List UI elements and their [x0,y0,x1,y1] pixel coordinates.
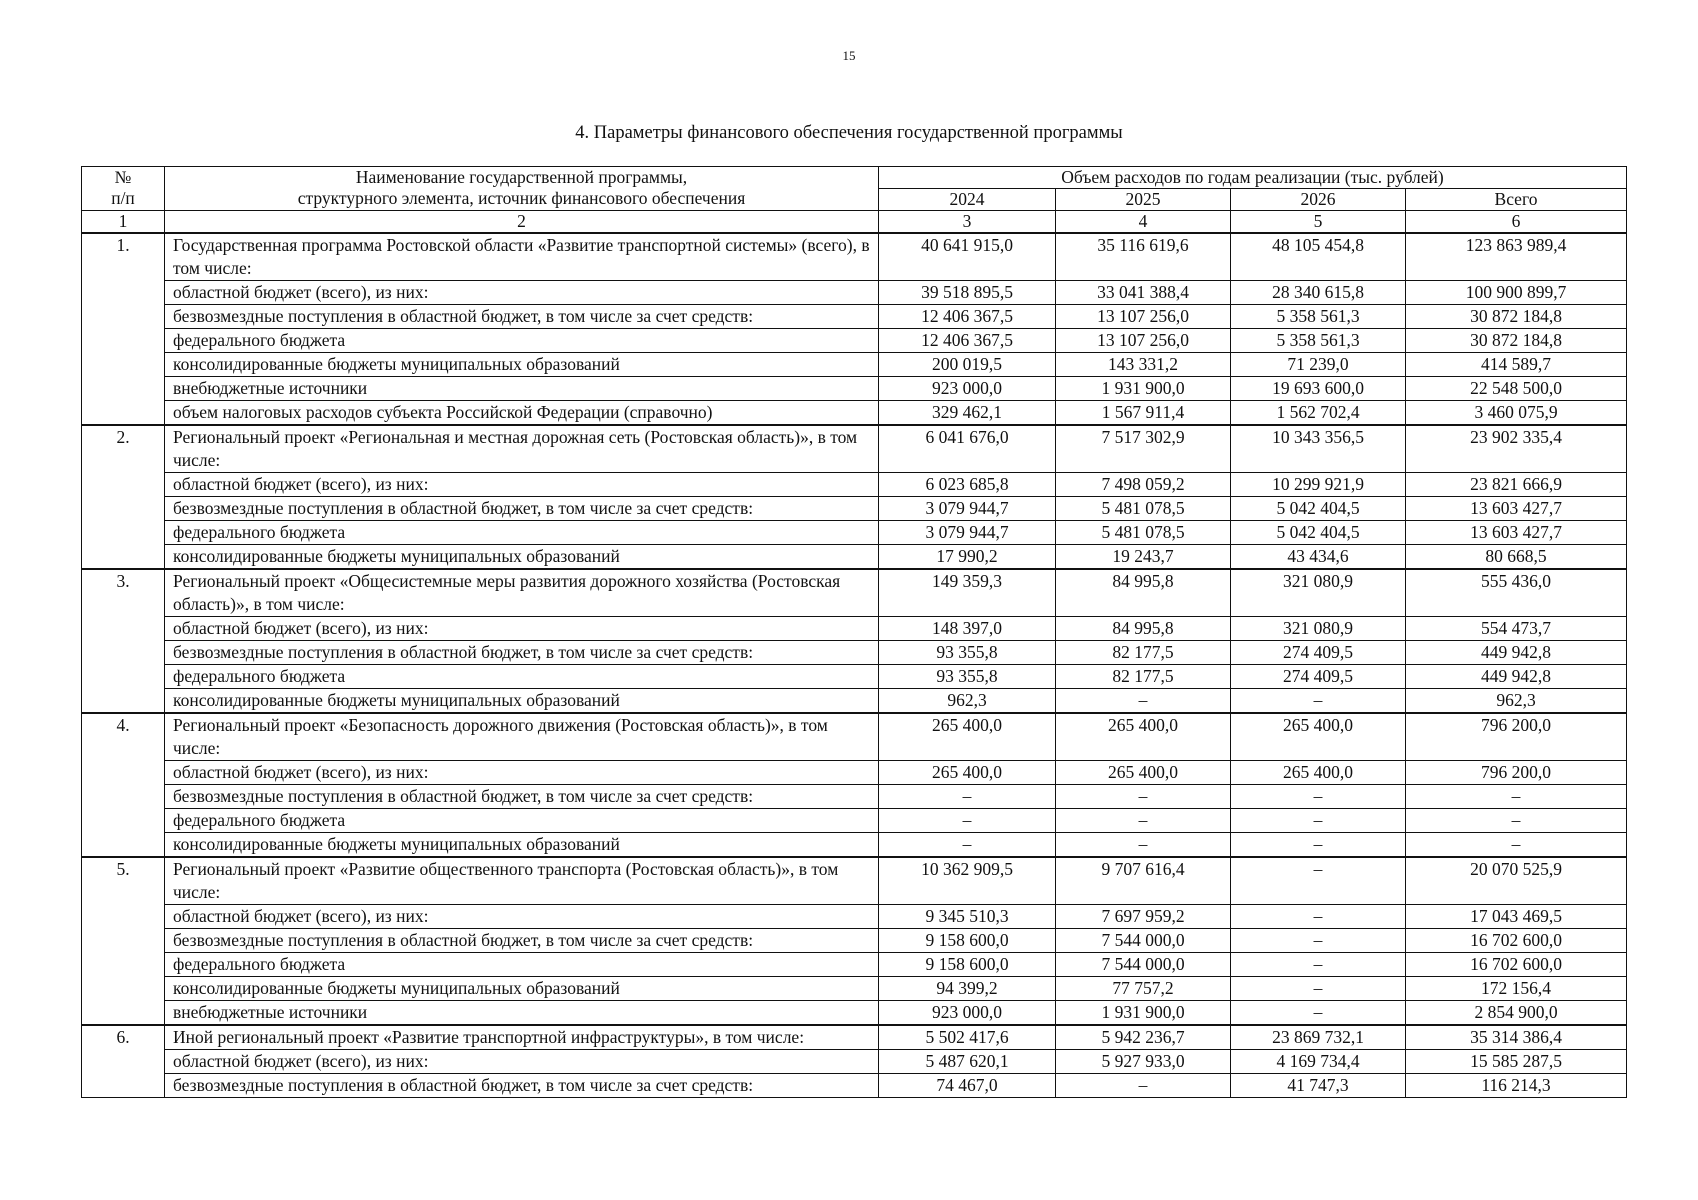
value-cell: 265 400,0 [1231,713,1406,761]
source-label: безвозмездные поступления в областной бюджет, в том числе за счет средств: [165,929,879,953]
table-row [82,809,1627,833]
row-index-empty [82,1050,165,1074]
table-row [82,857,1627,905]
header-year-2024: 2024 [879,189,1056,211]
row-index-empty [82,785,165,809]
group-title: Региональный проект «Безопасность дорожного движения (Ростовская область)», в том числе: [165,713,879,761]
table-row [82,1001,1627,1026]
table-row [82,401,1627,426]
table-row [82,905,1627,929]
table-row [82,977,1627,1001]
row-index-empty [82,305,165,329]
row-index: 2. [82,425,165,473]
value-cell: 77 757,2 [1056,977,1231,1001]
value-cell: – [1231,689,1406,714]
value-cell: 82 177,5 [1056,641,1231,665]
table-row [82,833,1627,858]
value-cell: 172 156,4 [1406,977,1627,1001]
table-row [82,953,1627,977]
header-year-2026: 2026 [1231,189,1406,211]
table-row [82,233,1627,281]
value-cell: 15 585 287,5 [1406,1050,1627,1074]
value-cell: – [1056,809,1231,833]
column-number: 5 [1231,211,1406,234]
value-cell: 39 518 895,5 [879,281,1056,305]
table-row [82,569,1627,617]
value-cell: 5 042 404,5 [1231,497,1406,521]
value-cell: 6 023 685,8 [879,473,1056,497]
value-cell: 2 854 900,0 [1406,1001,1627,1026]
value-cell: 5 502 417,6 [879,1025,1056,1050]
value-cell: 84 995,8 [1056,617,1231,641]
group-title: Иной региональный проект «Развитие транспортной инфраструктуры», в том числе: [165,1025,879,1050]
row-index-empty [82,1001,165,1026]
value-cell: 274 409,5 [1231,641,1406,665]
column-number: 3 [879,211,1056,234]
value-cell: – [879,785,1056,809]
header-name-line2: структурного элемента, источник финансового обеспечения [297,188,746,208]
value-cell: – [1231,953,1406,977]
value-cell: 1 567 911,4 [1056,401,1231,426]
value-cell: 12 406 367,5 [879,305,1056,329]
value-cell: 7 498 059,2 [1056,473,1231,497]
source-label: федерального бюджета [165,329,879,353]
value-cell: 3 460 075,9 [1406,401,1627,426]
header-year-2025: 2025 [1056,189,1231,211]
value-cell: 30 872 184,8 [1406,305,1627,329]
value-cell: 554 473,7 [1406,617,1627,641]
value-cell: 35 116 619,6 [1056,233,1231,281]
row-index-empty [82,473,165,497]
value-cell: 10 343 356,5 [1231,425,1406,473]
row-index: 4. [82,713,165,761]
row-index-empty [82,809,165,833]
value-cell: 265 400,0 [1056,761,1231,785]
value-cell: 5 927 933,0 [1056,1050,1231,1074]
value-cell: 5 481 078,5 [1056,497,1231,521]
value-cell: 414 589,7 [1406,353,1627,377]
table-row [82,689,1627,714]
value-cell: 19 693 600,0 [1231,377,1406,401]
table-row [82,353,1627,377]
value-cell: – [1056,1074,1231,1098]
value-cell: 962,3 [1406,689,1627,714]
row-index-empty [82,905,165,929]
value-cell: – [1406,833,1627,858]
value-cell: – [1231,809,1406,833]
value-cell: 5 481 078,5 [1056,521,1231,545]
source-label: федерального бюджета [165,809,879,833]
value-cell: 17 043 469,5 [1406,905,1627,929]
table-row [82,305,1627,329]
source-label: федерального бюджета [165,953,879,977]
row-index-empty [82,953,165,977]
row-index: 5. [82,857,165,905]
value-cell: 3 079 944,7 [879,497,1056,521]
row-index-empty [82,617,165,641]
value-cell: 321 080,9 [1231,617,1406,641]
value-cell: 321 080,9 [1231,569,1406,617]
row-index: 3. [82,569,165,617]
source-label: объем налоговых расходов субъекта Российской Федерации (справочно) [165,401,879,426]
table-row [82,281,1627,305]
value-cell: – [1231,905,1406,929]
value-cell: 923 000,0 [879,1001,1056,1026]
value-cell: 5 358 561,3 [1231,329,1406,353]
value-cell: 94 399,2 [879,977,1056,1001]
value-cell: 3 079 944,7 [879,521,1056,545]
value-cell: 1 562 702,4 [1231,401,1406,426]
group-title: Государственная программа Ростовской области «Развитие транспортной системы» (всего), в том числе: [165,233,879,281]
value-cell: 4 169 734,4 [1231,1050,1406,1074]
value-cell: 265 400,0 [1056,713,1231,761]
value-cell: 13 107 256,0 [1056,329,1231,353]
row-index-empty [82,833,165,858]
row-index-empty [82,665,165,689]
source-label: безвозмездные поступления в областной бюджет, в том числе за счет средств: [165,641,879,665]
row-index-empty [82,353,165,377]
header-name-line1: Наименование государственной программы, [355,167,688,187]
source-label: областной бюджет (всего), из них: [165,617,879,641]
value-cell: 35 314 386,4 [1406,1025,1627,1050]
value-cell: 5 487 620,1 [879,1050,1056,1074]
value-cell: 962,3 [879,689,1056,714]
value-cell: 6 041 676,0 [879,425,1056,473]
table-row [82,617,1627,641]
source-label: консолидированные бюджеты муниципальных образований [165,353,879,377]
value-cell: 9 158 600,0 [879,929,1056,953]
value-cell: – [1056,833,1231,858]
value-cell: 148 397,0 [879,617,1056,641]
row-index-empty [82,521,165,545]
row-index-empty [82,329,165,353]
source-label: консолидированные бюджеты муниципальных образований [165,689,879,714]
row-index-empty [82,497,165,521]
value-cell: 265 400,0 [879,761,1056,785]
value-cell: 84 995,8 [1056,569,1231,617]
source-label: консолидированные бюджеты муниципальных образований [165,977,879,1001]
source-label: консолидированные бюджеты муниципальных образований [165,833,879,858]
value-cell: 33 041 388,4 [1056,281,1231,305]
source-label: областной бюджет (всего), из них: [165,761,879,785]
group-title: Региональный проект «Общесистемные меры развития дорожного хозяйства (Ростовская область)», в том числе: [165,569,879,617]
table-row [82,1050,1627,1074]
table-row [82,545,1627,570]
value-cell: 274 409,5 [1231,665,1406,689]
table-row [82,377,1627,401]
page-number: 15 [842,48,856,63]
value-cell: 149 359,3 [879,569,1056,617]
value-cell: 1 931 900,0 [1056,1001,1231,1026]
table-row [82,665,1627,689]
row-index-empty [82,929,165,953]
value-cell: – [879,809,1056,833]
value-cell: – [879,833,1056,858]
column-number: 2 [165,211,879,234]
value-cell: 9 158 600,0 [879,953,1056,977]
value-cell: 200 019,5 [879,353,1056,377]
value-cell: – [1231,1001,1406,1026]
value-cell: 449 942,8 [1406,665,1627,689]
value-cell: 7 544 000,0 [1056,929,1231,953]
value-cell: 10 362 909,5 [879,857,1056,905]
table-row [82,761,1627,785]
value-cell: 13 603 427,7 [1406,497,1627,521]
value-cell: 329 462,1 [879,401,1056,426]
table-row [82,425,1627,473]
row-index-empty [82,1074,165,1098]
source-label: федерального бюджета [165,521,879,545]
column-number: 4 [1056,211,1231,234]
value-cell: 7 544 000,0 [1056,953,1231,977]
table-row [82,1074,1627,1098]
value-cell: 23 821 666,9 [1406,473,1627,497]
table-row [82,713,1627,761]
source-label: внебюджетные источники [165,1001,879,1026]
source-label: консолидированные бюджеты муниципальных образований [165,545,879,570]
value-cell: 13 603 427,7 [1406,521,1627,545]
value-cell: – [1231,833,1406,858]
column-number: 1 [82,211,165,234]
source-label: безвозмездные поступления в областной бюджет, в том числе за счет средств: [165,1074,879,1098]
value-cell: – [1231,977,1406,1001]
section-title: 4. Параметры финансового обеспечения государственной программы [575,123,1123,143]
value-cell: 449 942,8 [1406,641,1627,665]
value-cell: – [1231,857,1406,905]
value-cell: 13 107 256,0 [1056,305,1231,329]
value-cell: – [1231,929,1406,953]
header-number-line2: п/п [111,188,135,208]
value-cell: 30 872 184,8 [1406,329,1627,353]
value-cell: 7 517 302,9 [1056,425,1231,473]
row-index-empty [82,377,165,401]
value-cell: 19 243,7 [1056,545,1231,570]
table-row [82,1025,1627,1050]
value-cell: 40 641 915,0 [879,233,1056,281]
row-index-empty [82,641,165,665]
row-index-empty [82,689,165,714]
table-row [82,497,1627,521]
value-cell: 16 702 600,0 [1406,953,1627,977]
value-cell: 48 105 454,8 [1231,233,1406,281]
value-cell: 93 355,8 [879,665,1056,689]
header-volume: Объем расходов по годам реализации (тыс. рублей) [879,167,1627,189]
value-cell: 7 697 959,2 [1056,905,1231,929]
header-number-cell [82,167,165,211]
source-label: безвозмездные поступления в областной бюджет, в том числе за счет средств: [165,785,879,809]
financing-table [81,166,1627,1098]
value-cell: – [1231,785,1406,809]
header-name-cell [165,167,879,211]
value-cell: 143 331,2 [1056,353,1231,377]
column-number: 6 [1406,211,1627,234]
value-cell: 71 239,0 [1231,353,1406,377]
value-cell: 17 990,2 [879,545,1056,570]
value-cell: – [1056,785,1231,809]
value-cell: 80 668,5 [1406,545,1627,570]
table-row [82,473,1627,497]
row-index-empty [82,281,165,305]
table-row [82,521,1627,545]
value-cell: 23 869 732,1 [1231,1025,1406,1050]
value-cell: 923 000,0 [879,377,1056,401]
row-index-empty [82,545,165,570]
table-row [82,329,1627,353]
value-cell: 16 702 600,0 [1406,929,1627,953]
source-label: областной бюджет (всего), из них: [165,905,879,929]
source-label: безвозмездные поступления в областной бюджет, в том числе за счет средств: [165,497,879,521]
table-row [82,785,1627,809]
source-label: областной бюджет (всего), из них: [165,1050,879,1074]
value-cell: 43 434,6 [1231,545,1406,570]
value-cell: 74 467,0 [879,1074,1056,1098]
source-label: внебюджетные источники [165,377,879,401]
group-title: Региональный проект «Региональная и местная дорожная сеть (Ростовская область)», в том числе: [165,425,879,473]
row-index-empty [82,401,165,426]
value-cell: 82 177,5 [1056,665,1231,689]
value-cell: 123 863 989,4 [1406,233,1627,281]
value-cell: 796 200,0 [1406,761,1627,785]
row-index-empty [82,761,165,785]
value-cell: 23 902 335,4 [1406,425,1627,473]
value-cell: 41 747,3 [1231,1074,1406,1098]
source-label: областной бюджет (всего), из них: [165,473,879,497]
value-cell: 5 942 236,7 [1056,1025,1231,1050]
value-cell: 5 042 404,5 [1231,521,1406,545]
source-label: областной бюджет (всего), из них: [165,281,879,305]
value-cell: 116 214,3 [1406,1074,1627,1098]
source-label: федерального бюджета [165,665,879,689]
value-cell: 28 340 615,8 [1231,281,1406,305]
source-label: безвозмездные поступления в областной бюджет, в том числе за счет средств: [165,305,879,329]
row-index: 1. [82,233,165,281]
value-cell: 555 436,0 [1406,569,1627,617]
value-cell: 93 355,8 [879,641,1056,665]
value-cell: – [1406,809,1627,833]
value-cell: 796 200,0 [1406,713,1627,761]
table-row [82,929,1627,953]
value-cell: 265 400,0 [879,713,1056,761]
value-cell: 5 358 561,3 [1231,305,1406,329]
value-cell: 9 707 616,4 [1056,857,1231,905]
row-index: 6. [82,1025,165,1050]
value-cell: 20 070 525,9 [1406,857,1627,905]
header-total: Всего [1406,189,1627,211]
value-cell: 12 406 367,5 [879,329,1056,353]
group-title: Региональный проект «Развитие общественного транспорта (Ростовская область)», в том числе: [165,857,879,905]
value-cell: 265 400,0 [1231,761,1406,785]
value-cell: 22 548 500,0 [1406,377,1627,401]
value-cell: – [1406,785,1627,809]
value-cell: 10 299 921,9 [1231,473,1406,497]
table-body [82,233,1627,1098]
header-number-line1: № [114,167,132,187]
value-cell: 1 931 900,0 [1056,377,1231,401]
value-cell: 9 345 510,3 [879,905,1056,929]
row-index-empty [82,977,165,1001]
table-row [82,641,1627,665]
value-cell: – [1056,689,1231,714]
value-cell: 100 900 899,7 [1406,281,1627,305]
